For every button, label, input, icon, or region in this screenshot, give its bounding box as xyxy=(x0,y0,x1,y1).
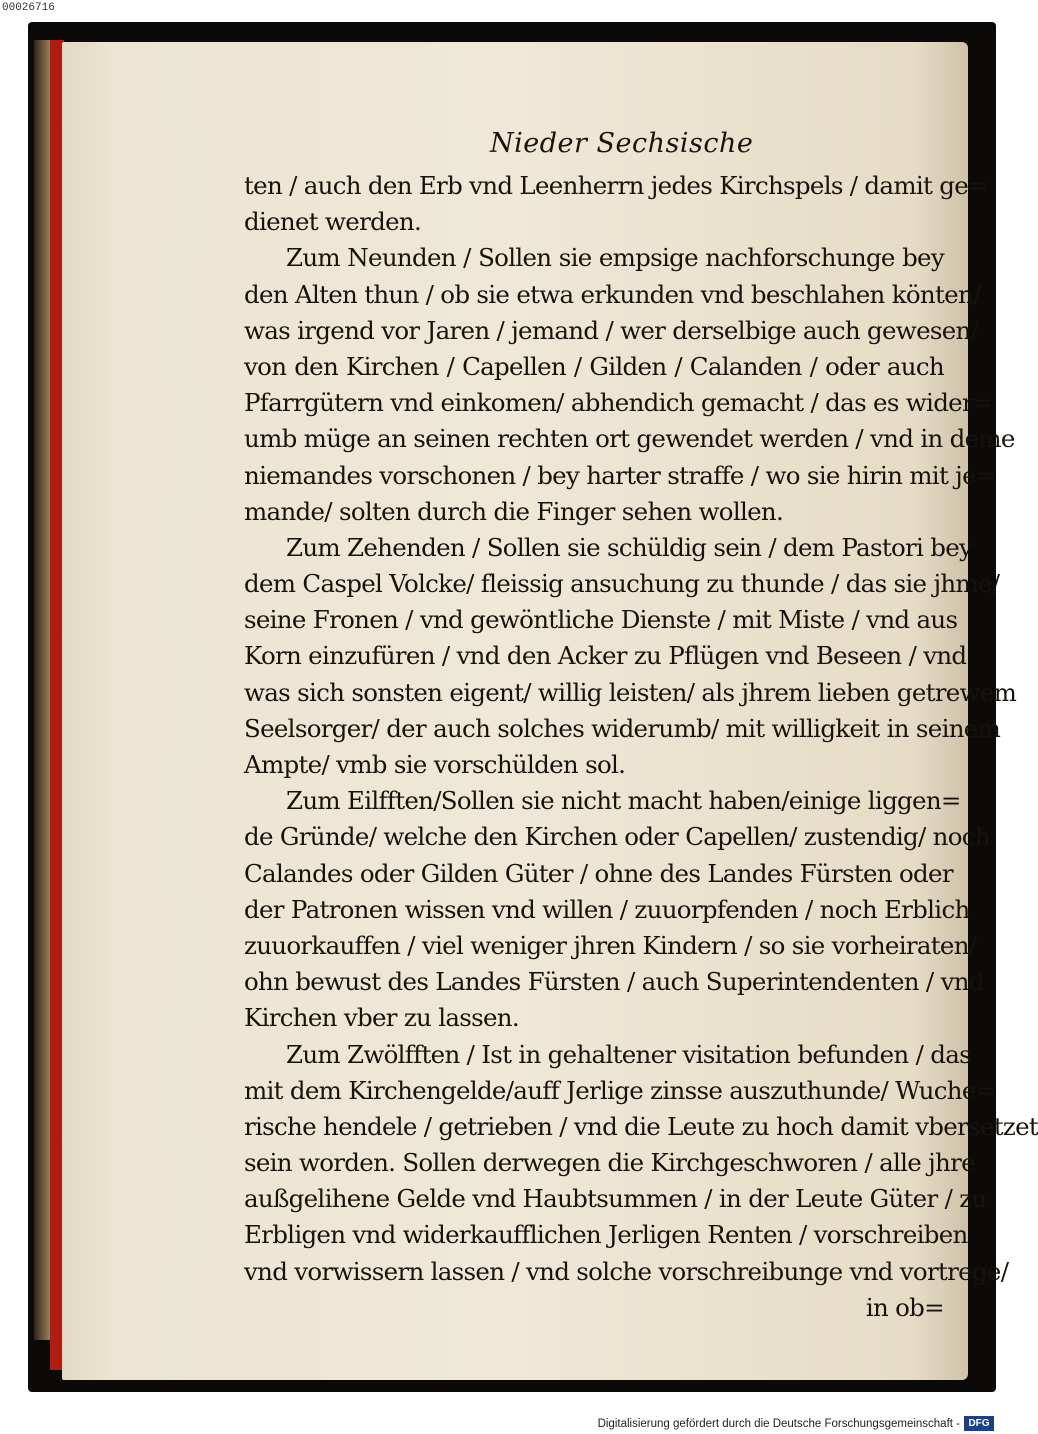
text-line: Seelsorger/ der auch solches widerumb/ mit willigkeit in seinem xyxy=(244,713,1001,743)
dfg-logo: DFG xyxy=(964,1416,994,1431)
text-line: Zum Zehenden / Sollen sie schüldig sein / dem Pastori bey xyxy=(286,532,973,562)
text-line: den Alten thun / ob sie etwa erkunden vnd beschlahen könten/ xyxy=(244,279,981,309)
text-line: rische hendele / getrieben / vnd die Leute zu hoch damit vbersetzet xyxy=(244,1111,1038,1141)
text-line: mit dem Kirchengelde/auff Jerlige zinsse auszuthunde/ Wuche= xyxy=(244,1075,996,1105)
text-line: mande/ solten durch die Finger sehen wollen. xyxy=(244,496,784,526)
text-line: zuuorkauffen / viel weniger jhren Kindern / so sie vorheiraten/ xyxy=(244,930,977,960)
text-line: der Patronen wissen vnd willen / zuuorpfenden / noch Erblich xyxy=(244,894,970,924)
catchword: in ob= xyxy=(865,1292,944,1322)
text-line: Zum Zwölfften / Ist in gehaltener visitation befunden / das xyxy=(286,1039,972,1069)
text-line: Ampte/ vmb sie vorschülden sol. xyxy=(244,750,626,779)
text-line: ohn bewust des Landes Fürsten / auch Superintendenten / vnd xyxy=(244,967,984,997)
text-line: seine Fronen / vnd gewöntliche Dienste / mit Miste / vnd aus xyxy=(244,605,958,635)
text-line: außgelihene Gelde vnd Haubtsummen / in der Leute Güter / zu xyxy=(244,1184,987,1214)
text-line: de Gründe/ welche den Kirchen oder Capellen/ zustendig/ noch xyxy=(244,822,990,852)
footer-bar xyxy=(0,1404,1000,1434)
text-line: vnd vorwissern lassen / vnd solche vorschreibunge vnd vortrege/ xyxy=(244,1256,1009,1286)
scan-id-label: 00026716 xyxy=(2,2,55,14)
text-line: von den Kirchen / Capellen / Gilden / Calanden / oder auch xyxy=(244,351,944,381)
text-line: Erbligen vnd widerkaufflichen Jerligen Renten / vorschreiben xyxy=(244,1220,968,1250)
text-line: Korn einzufüren / vnd den Acker zu Pflügen vnd Beseen / vnd xyxy=(244,641,967,671)
text-line: Calandes oder Gilden Güter / ohne des Landes Fürsten oder xyxy=(244,858,953,888)
text-line: dem Caspel Volcke/ fleissig ansuchung zu thunde / das sie jhme/ xyxy=(244,569,1000,599)
text-line: niemandes vorschonen / bey harter straffe / wo sie hirin mit je= xyxy=(244,460,996,490)
text-line: Kirchen vber zu lassen. xyxy=(244,1003,519,1033)
page-text xyxy=(244,168,1038,1322)
running-headline: Nieder Sechsische xyxy=(490,128,754,159)
text-line: umb müge an seinen rechten ort gewendet werden / vnd in deme xyxy=(244,424,1015,454)
text-line: Pfarrgütern vnd einkomen/ abhendich gemacht / das es wider= xyxy=(244,388,993,418)
text-line: was irgend vor Jaren / jemand / wer derselbige auch gewesen/ xyxy=(244,315,979,345)
text-line: Zum Neunden / Sollen sie empsige nachforschunge bey xyxy=(286,243,944,273)
text-line: dienet werden. xyxy=(244,207,422,237)
text-line: sein worden. Sollen derwegen die Kirchgeschworen / alle jhre xyxy=(244,1148,975,1178)
text-line: Zum Eilfften/Sollen sie nicht macht haben/einige liggen= xyxy=(286,786,961,816)
text-line: ten / auch den Erb vnd Leenherrn jedes Kirchspels / damit ge= xyxy=(244,171,988,200)
text-line: was sich sonsten eigent/ willig leisten/ als jhrem lieben getrewem xyxy=(244,677,1017,707)
funding-credit: Digitalisierung gefördert durch die Deutsche Forschungsgemeinschaft - xyxy=(597,1418,960,1430)
